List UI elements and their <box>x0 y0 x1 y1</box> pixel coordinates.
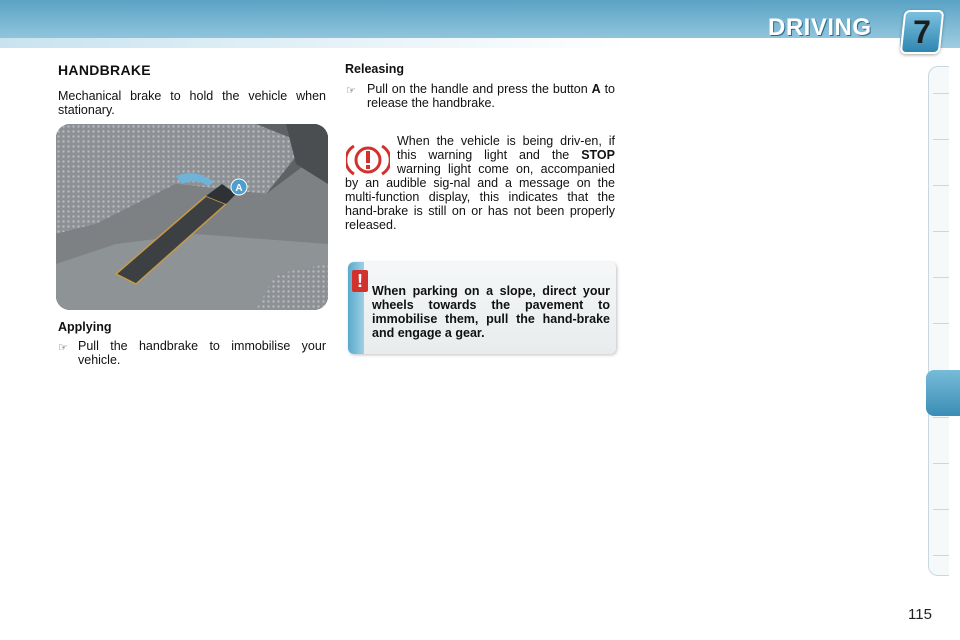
rail-divider <box>933 231 949 232</box>
handbrake-illustration <box>56 124 328 310</box>
handbrake-photo <box>56 124 328 310</box>
pointing-hand-icon: ☞ <box>346 85 356 97</box>
releasing-text-start: Pull on the handle and press the button <box>367 82 592 96</box>
icon-wrap-spacer <box>345 134 397 174</box>
rail-divider <box>933 93 949 94</box>
rail-divider <box>933 555 949 556</box>
button-a-label: A <box>591 82 601 96</box>
chapter-title: DRIVING <box>768 14 872 41</box>
chapter-tab-active[interactable] <box>926 370 960 416</box>
rail-divider <box>933 185 949 186</box>
rail-divider <box>933 417 949 418</box>
rail-divider <box>933 277 949 278</box>
parking-tip-text: When parking on a slope, direct your wheels towards the pavement to immobilise them, pull the hand-brake and engage a gear. <box>372 284 610 340</box>
applying-heading: Applying <box>58 320 112 334</box>
warning-text-start: When the vehicle is being driv-en, if this warning light and the <box>397 134 615 162</box>
chapter-number: 7 <box>913 14 931 50</box>
header-swoosh <box>0 38 900 48</box>
intro-text: Mechanical brake to hold the vehicle when stationary. <box>58 89 326 117</box>
rail-divider <box>933 323 949 324</box>
rail-divider <box>933 463 949 464</box>
chapter-tab-rail <box>928 66 949 576</box>
exclamation-icon: ! <box>352 270 368 292</box>
warning-text <box>345 134 615 232</box>
applying-bullet: Pull the handbrake to immobilise your vehicle. <box>78 339 326 367</box>
releasing-heading: Releasing <box>345 62 405 76</box>
pointing-hand-icon: ☞ <box>58 342 68 354</box>
parking-tip-box <box>348 262 616 354</box>
chapter-header <box>0 0 960 48</box>
page-number: 115 <box>908 606 932 623</box>
button-a-marker: A <box>235 183 243 194</box>
rail-divider <box>933 139 949 140</box>
chapter-number-badge <box>900 10 945 54</box>
releasing-text-end: to release the handbrake. <box>367 82 615 110</box>
section-title: HANDBRAKE <box>58 62 151 78</box>
releasing-bullet <box>367 82 615 110</box>
warning-text-end: warning light come on, accompanied by an audible sig-nal and a message on the multi-function display, this indicates that the hand-brake is still on or has not been properly released. <box>345 162 615 232</box>
rail-divider <box>933 509 949 510</box>
stop-label: STOP <box>581 148 615 162</box>
